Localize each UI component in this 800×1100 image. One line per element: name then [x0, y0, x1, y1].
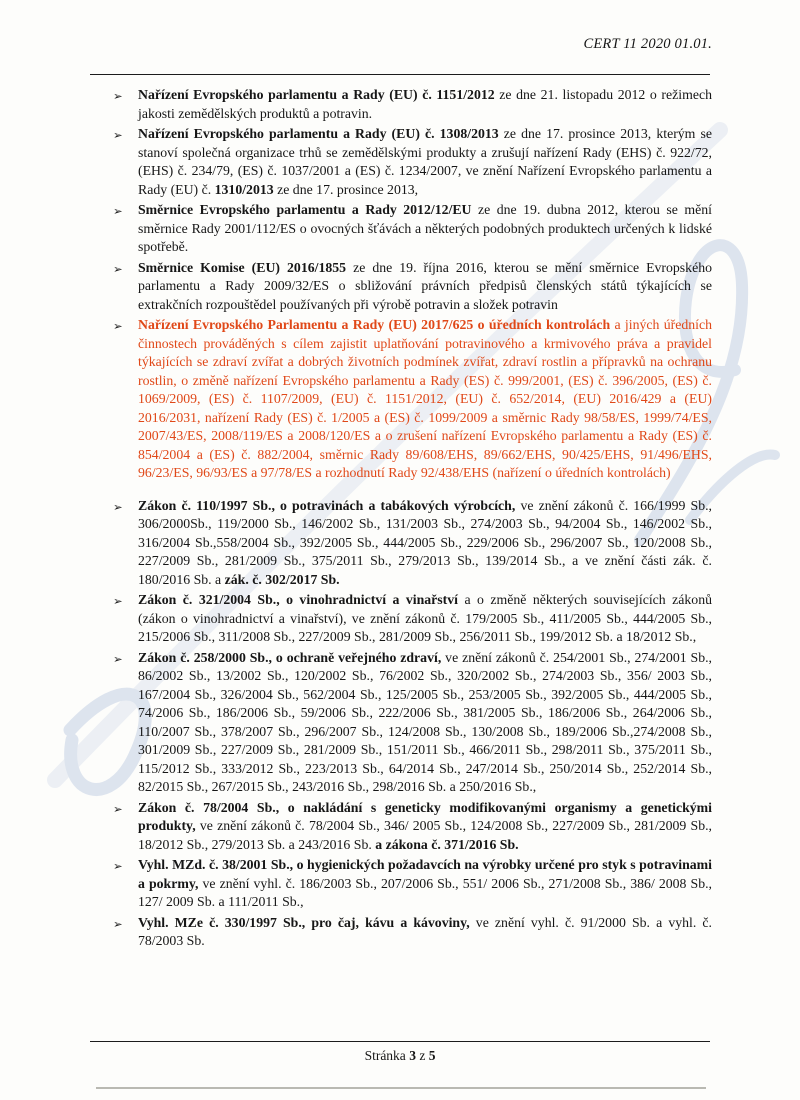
- footer-label: Stránka: [364, 1048, 410, 1063]
- item-text: Nařízení Evropského parlamentu a Rady (EU) č. 1151/2012 ze dne 21. listopadu 2012 o režimech jakosti zemědělských produktů a potravin.: [138, 87, 712, 121]
- item-text: Zákon č. 321/2004 Sb., o vinohradnictví a vinařství a o změně některých souvisejících zákonů (zákon o vinohradnictví a vinařství), ve znění zákonů č. 179/2005 Sb., 411/2005 Sb., 444/2005 Sb., 215/2006 Sb., 311/2008 Sb., 227/2009 Sb., 281/2009 Sb., 256/2011 Sb., 199/2012 Sb. a 18/2012 Sb.,: [138, 592, 712, 644]
- arrow-bullet-icon: ➢: [113, 916, 123, 931]
- arrow-bullet-icon: ➢: [113, 319, 123, 333]
- item-text: Vyhl. MZe č. 330/1997 Sb., pro čaj, kávu a kávoviny, ve znění vyhl. č. 91/2000 Sb. a vyhl. č. 78/2003 Sb.: [138, 914, 712, 948]
- list-item: [94, 316, 712, 483]
- arrow-bullet-icon: ➢: [113, 89, 123, 103]
- item-text: Směrnice Evropského parlamentu a Rady 2012/12/EU ze dne 19. dubna 2012, kterou se mění směrnice Rady 2001/112/ES o ovocných šťávách a některých podobných produktech určených k lidské spotřebě.: [138, 202, 712, 254]
- arrow-bullet-icon: ➢: [113, 261, 123, 276]
- arrow-bullet-icon: ➢: [113, 594, 123, 608]
- arrow-bullet-icon: ➢: [113, 128, 123, 142]
- footer-page-number: 3: [409, 1048, 416, 1063]
- item-text: Vyhl. MZd. č. 38/2001 Sb., o hygienických požadavcích na výrobky určené pro styk s potravinami a pokrmy, ve znění vyhl. č. 186/2003 Sb., 207/2006 Sb., 551/ 2006 Sb., 271/2008 Sb., 386/ 2008 Sb., 127/ 2009 Sb. a 111/2011 Sb.,: [138, 857, 712, 909]
- list-item: [94, 649, 712, 797]
- list-group-national-legislation: [94, 497, 712, 951]
- item-text: Zákon č. 258/2000 Sb., o ochraně veřejného zdraví, ve znění zákonů č. 254/2001 Sb., 274/2001 Sb., 86/2002 Sb., 13/2002 Sb., 120/2002 Sb., 76/2002 Sb., 320/2002 Sb., 274/2003 Sb., 356/ 2003 Sb., 167/2004 Sb., 326/2004 Sb., 562/2004 Sb., 125/2005 Sb., 253/2005 Sb., 392/2005 Sb., 444/2005 Sb., 74/2006 Sb., 186/2006 Sb., 59/2006 Sb., 222/2006 Sb., 381/2005 Sb., 186/2006 Sb., 264/2006 Sb., 110/2007 Sb., 378/2007 Sb., 296/2007 Sb., 124/2008 Sb., 130/2008 Sb., 189/2006 Sb.,274/2008 Sb., 301/2009 Sb., 227/2009 Sb., 281/2009 Sb., 151/2011 Sb., 466/2011 Sb., 298/2011 Sb., 375/2011 Sb., 115/2012 Sb., 333/2012 Sb., 223/2013 Sb., 64/2014 Sb., 247/2014 Sb., 250/2014 Sb., 252/2014 Sb., 82/2015 Sb., 267/2015 Sb., 243/2016 Sb., 298/2016 Sb. a 250/2016 Sb.,: [138, 649, 712, 794]
- list-item: [94, 125, 712, 199]
- footer-of-label: z: [415, 1048, 429, 1063]
- list-item: [94, 86, 712, 123]
- item-text: Zákon č. 110/1997 Sb., o potravinách a tabákových výrobcích, ve znění zákonů č. 166/1999 Sb., 306/2000Sb., 119/2000 Sb., 146/2002 Sb., 131/2003 Sb., 274/2003 Sb., 94/2004 Sb., 146/2002 Sb., 316/2004 Sb.,558/2004 Sb., 392/2005 Sb., 444/2005 Sb., 229/2006 Sb., 296/2007 Sb., 120/2008 Sb., 227/2009 Sb., 281/2009 Sb., 375/2011 Sb., 279/2013 Sb., 139/2014 Sb., a ve znění části zák. č. 180/2016 Sb. a zák. č. 302/2017 Sb.: [138, 497, 712, 587]
- item-text: Směrnice Komise (EU) 2016/1855 ze dne 19. října 2016, kterou se mění směrnice Evropského parlamentu a Rady 2009/32/ES o sbližování právních předpisů členských států týkajících se extrakčních rozpouštědel používaných při výrobě potravin a složek potravin: [138, 259, 712, 312]
- list-item: [94, 914, 712, 951]
- arrow-bullet-icon: ➢: [113, 499, 123, 514]
- regulation-list: [94, 86, 712, 953]
- list-item: [94, 259, 712, 315]
- doc-code: CERT 11 2020 01.01.: [583, 36, 712, 52]
- header-divider: [90, 74, 710, 75]
- item-text: Zákon č. 78/2004 Sb., o nakládání s geneticky modifikovanými organismy a genetickými produkty, ve znění zákonů č. 78/2004 Sb., 346/ 2005 Sb., 124/2008 Sb., 227/2009 Sb., 281/2009 Sb., 18/2012 Sb., 279/2013 Sb. a 243/2016 Sb. a zákona č. 371/2016 Sb.: [138, 799, 712, 852]
- page-footer: [0, 1048, 800, 1064]
- list-item: [94, 201, 712, 257]
- list-item: [94, 856, 712, 912]
- footer-total-pages: 5: [428, 1048, 436, 1063]
- list-item: [94, 799, 712, 855]
- arrow-bullet-icon: ➢: [113, 651, 123, 666]
- arrow-bullet-icon: ➢: [113, 801, 123, 816]
- list-item: [94, 497, 712, 590]
- item-text: Nařízení Evropského parlamentu a Rady (EU) č. 1308/2013 ze dne 17. prosince 2013, kterým se stanoví společná organizace trhů se zemědělskými produkty a zrušují nařízení Rady (EHS) č. 922/72, (EHS) č. 234/79, (ES) č. 1037/2001 a (ES) č. 1234/2007, ve znění Nařízení Evropského parlamentu a Rady (EU) č. 1310/2013 ze dne 17. prosince 2013,: [138, 126, 712, 197]
- list-item: [94, 591, 712, 647]
- list-group-eu-regulations: [94, 86, 712, 483]
- document-header: [583, 36, 712, 53]
- scan-edge-artifact: [96, 1087, 706, 1089]
- arrow-bullet-icon: ➢: [113, 204, 123, 218]
- footer-divider: [90, 1041, 710, 1042]
- item-text: Nařízení Evropského Parlamentu a Rady (EU) 2017/625 o úředních kontrolách a jiných úředních činnostech prováděných s cílem zajistit uplatňování potravinového a krmivového práva a pravidel týkajících se zdraví zvířat a dobrých životních podmínek zvířat, zdraví rostlin a přípravků na ochranu rostlin, o změně nařízení Evropského parlamentu a Rady (ES) č. 999/2001, (ES) č. 396/2005, (ES) č. 1069/2009, (ES) č. 1107/2009, (EU) č. 1151/2012, (EU) č. 652/2014, (EU) 2016/429 a (EU) 2016/2031, nařízení Rady (ES) č. 1/2005 a (ES) č. 1099/2009 a směrnic Rady 98/58/ES, 1999/74/ES, 2007/43/ES, 2008/119/ES a 2008/120/ES a o zrušení nařízení Evropského parlamentu a Rady (ES) č. 854/2004 a (ES) č. 882/2004, směrnic Rady 89/608/EHS, 89/662/EHS, 90/425/EHS, 91/496/EHS, 96/23/ES, 96/93/ES a 97/78/ES a rozhodnutí Rady 92/438/EHS (nařízení o úředních kontrolách): [138, 317, 712, 480]
- arrow-bullet-icon: ➢: [113, 859, 123, 873]
